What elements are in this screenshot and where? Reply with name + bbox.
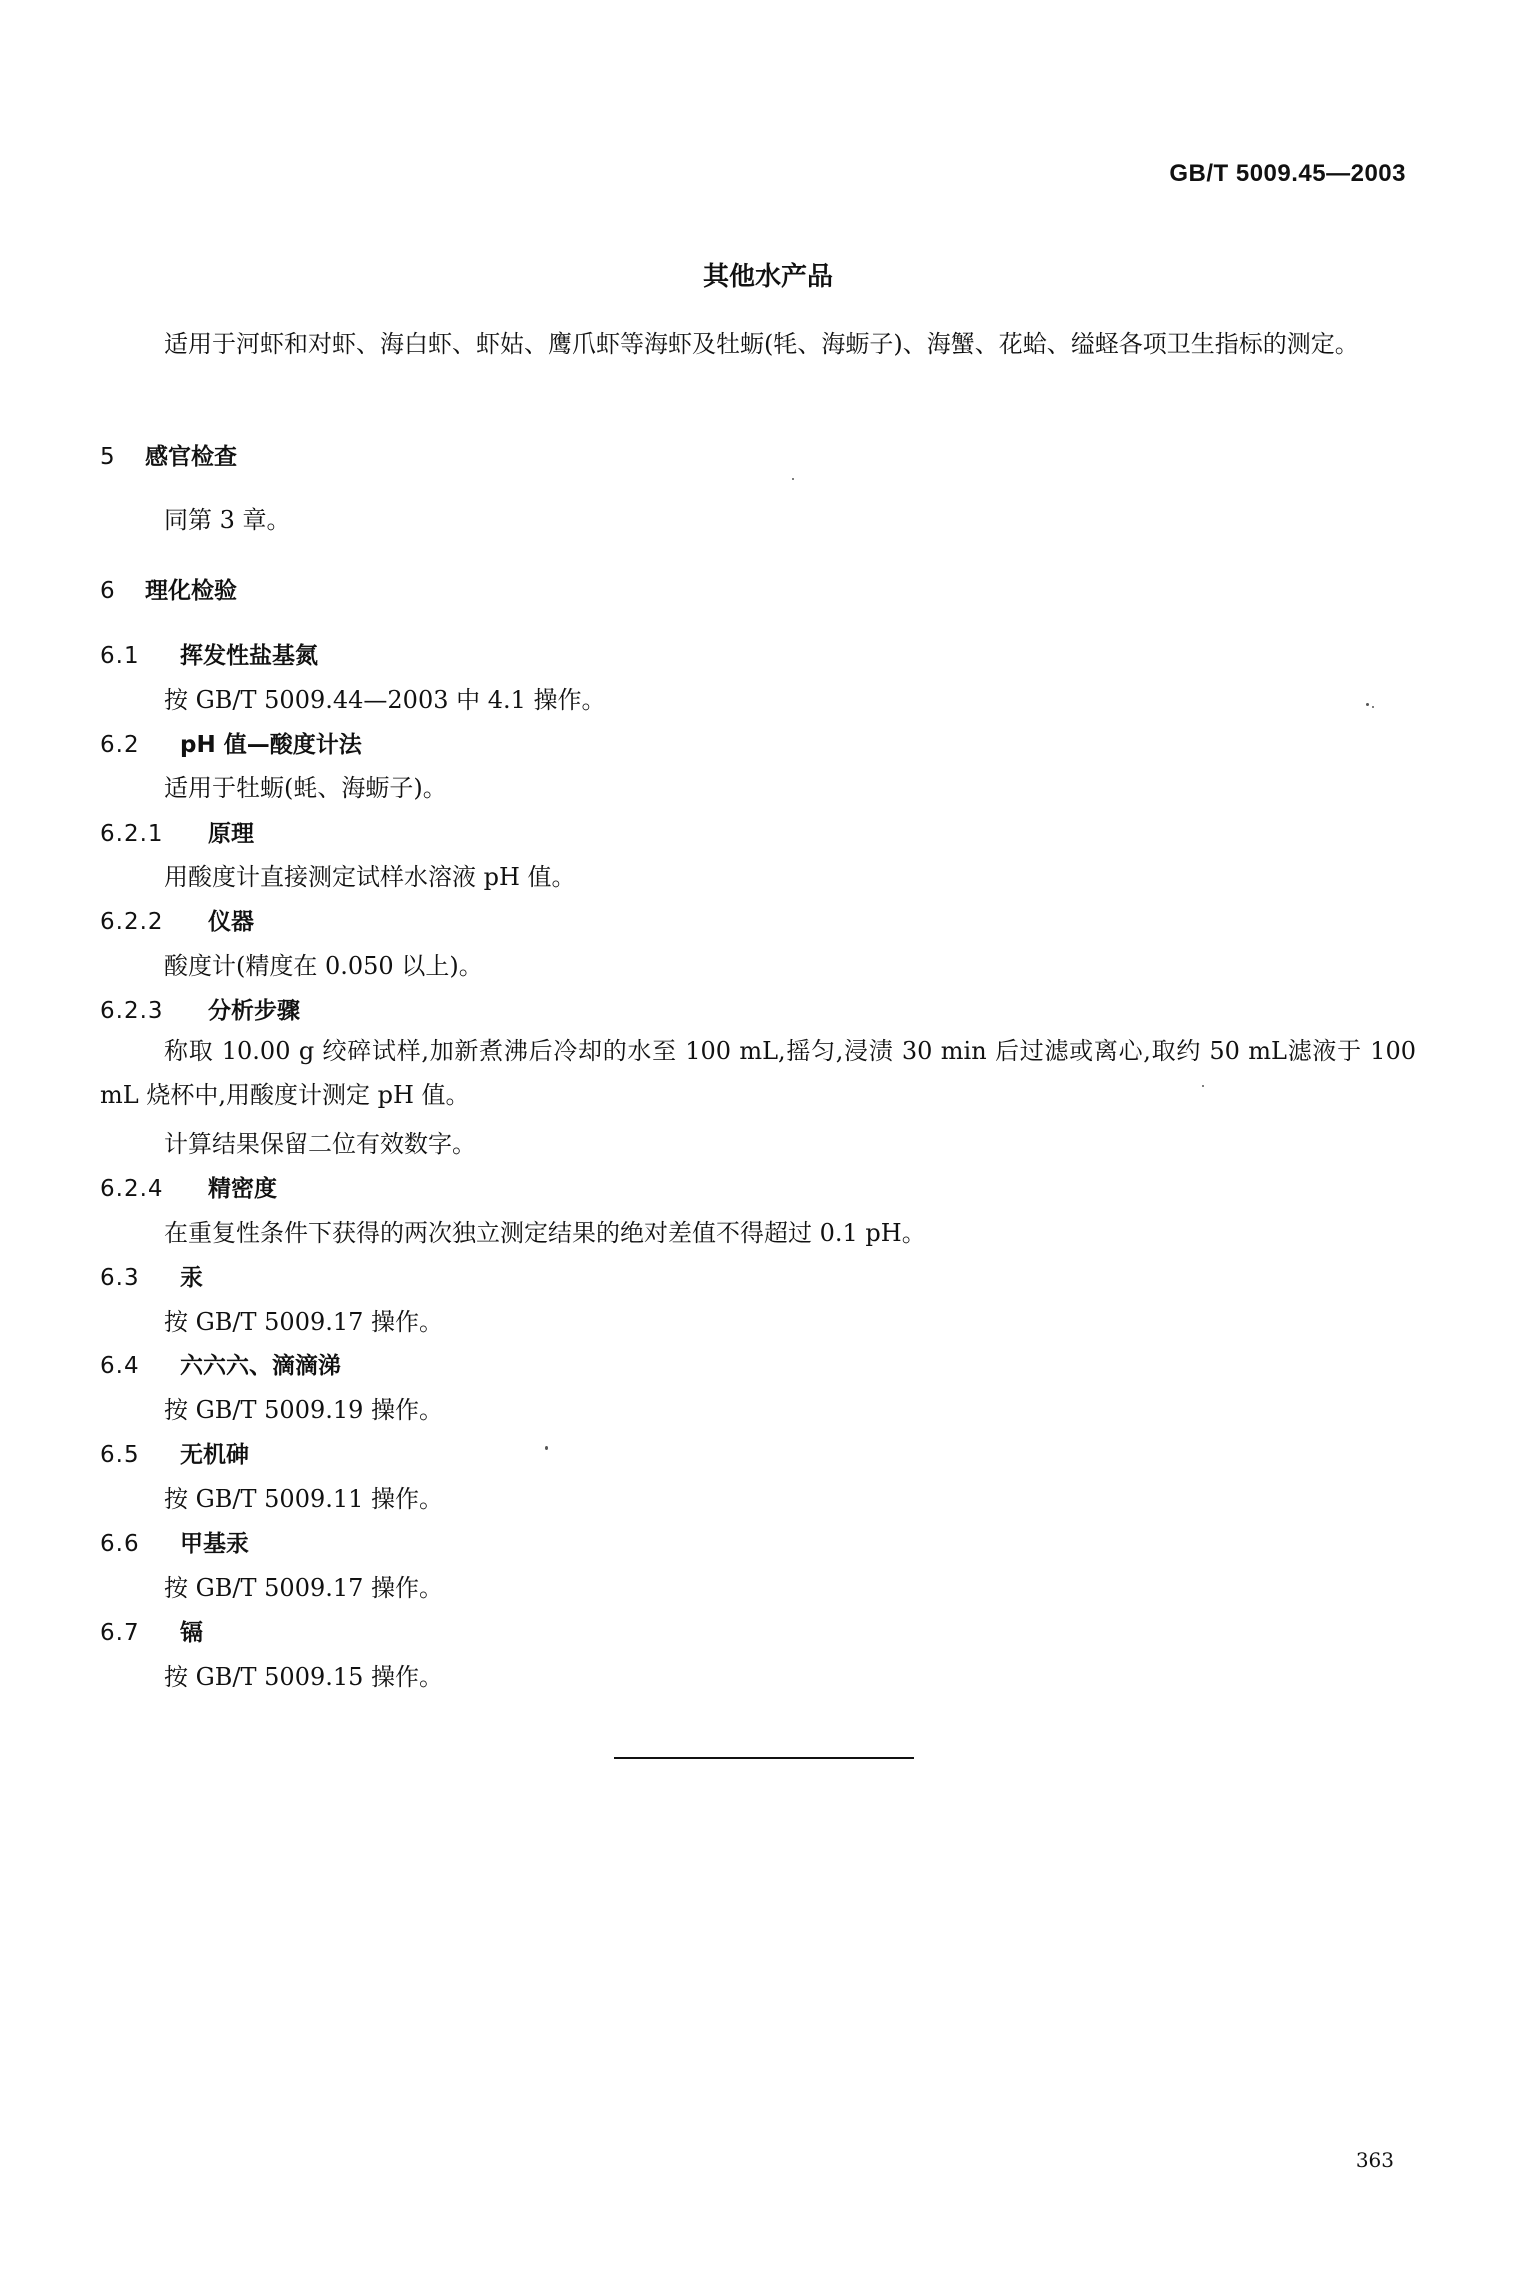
clause-title: 无机砷: [180, 1442, 249, 1468]
scan-speck: [792, 478, 794, 480]
clause-number: 6.3: [100, 1265, 140, 1291]
clause-number: 6.2.3: [100, 998, 164, 1024]
clause-title: 镉: [180, 1620, 203, 1646]
clause-title: 分析步骤: [208, 998, 300, 1024]
clause-6-2-4-heading: [100, 1173, 277, 1205]
clause-number: 6.2.4: [100, 1176, 164, 1202]
clause-6-7-text: 按 GB/T 5009.15 操作。: [164, 1663, 444, 1691]
clause-number: 6.2.2: [100, 909, 164, 935]
clause-number: 6.2.1: [100, 821, 164, 847]
clause-5-heading: [100, 441, 237, 473]
clause-6-6-text: 按 GB/T 5009.17 操作。: [164, 1574, 444, 1602]
page-number: 363: [1355, 2148, 1394, 2172]
clause-6-3-text: 按 GB/T 5009.17 操作。: [164, 1308, 444, 1336]
clause-6-5-text: 按 GB/T 5009.11 操作。: [164, 1485, 444, 1513]
clause-number: 6.4: [100, 1353, 140, 1379]
clause-6-1-heading: [100, 640, 318, 672]
clause-title: 精密度: [208, 1176, 277, 1202]
clause-6-2-1-text: 用酸度计直接测定试样水溶液 pH 值。: [164, 863, 576, 891]
clause-number: 5: [100, 444, 116, 470]
scan-speck: [1202, 1085, 1204, 1087]
clause-6-2-4-text: 在重复性条件下获得的两次独立测定结果的绝对差值不得超过 0.1 pH。: [164, 1219, 926, 1247]
clause-number: 6.1: [100, 643, 140, 669]
clause-title: pH 值—酸度计法: [180, 732, 362, 758]
clause-number: 6: [100, 578, 116, 604]
clause-6-2-3-heading: [100, 995, 300, 1027]
clause-number: 6.2: [100, 732, 140, 758]
clause-number: 6.5: [100, 1442, 140, 1468]
scan-speck: [1366, 703, 1369, 706]
clause-6-2-3-note: 计算结果保留二位有效数字。: [164, 1130, 476, 1158]
clause-title: 仪器: [208, 909, 254, 935]
clause-6-5-heading: [100, 1439, 249, 1471]
clause-6-2-heading: [100, 729, 362, 761]
clause-6-heading: [100, 575, 237, 607]
clause-6-6-heading: [100, 1528, 249, 1560]
clause-6-2-3-text: 称取 10.00 g 绞碎试样,加新煮沸后冷却的水至 100 mL,摇匀,浸渍 30 min 后过滤或离心,取约 50 mL滤液于 100 mL 烧杯中,用酸度计测定 pH 值。: [100, 1037, 1416, 1109]
clause-6-2-1-heading: [100, 818, 254, 850]
section-title: 其他水产品: [702, 262, 833, 292]
clause-6-2-2-heading: [100, 906, 254, 938]
clause-number: 6.6: [100, 1531, 140, 1557]
clause-title: 六六六、滴滴涕: [180, 1353, 341, 1379]
end-of-standard-rule: [614, 1757, 914, 1759]
clause-6-1-text: 按 GB/T 5009.44—2003 中 4.1 操作。: [164, 686, 606, 714]
clause-6-7-heading: [100, 1617, 203, 1649]
clause-6-2-2-text: 酸度计(精度在 0.050 以上)。: [164, 952, 483, 980]
clause-6-2-text: 适用于牡蛎(蚝、海蛎子)。: [164, 774, 447, 802]
clause-6-4-heading: [100, 1350, 341, 1382]
clause-title: 感官检查: [145, 444, 237, 470]
standard-code: GB/T 5009.45—2003: [1169, 160, 1406, 187]
scope-paragraph: 适用于河虾和对虾、海白虾、虾姑、鹰爪虾等海虾及牡蛎(牦、海蛎子)、海蟹、花蛤、缢蛏各项卫生指标的测定。: [164, 330, 1359, 358]
scan-speck: [1372, 706, 1374, 708]
clause-6-3-heading: [100, 1262, 203, 1294]
clause-title: 原理: [208, 821, 254, 847]
clause-title: 甲基汞: [180, 1531, 249, 1557]
clause-6-4-text: 按 GB/T 5009.19 操作。: [164, 1396, 444, 1424]
clause-5-text: 同第 3 章。: [164, 506, 291, 534]
clause-number: 6.7: [100, 1620, 140, 1646]
clause-title: 理化检验: [145, 578, 237, 604]
clause-title: 汞: [180, 1265, 203, 1291]
clause-title: 挥发性盐基氮: [180, 643, 318, 669]
scan-speck: [545, 1446, 548, 1450]
